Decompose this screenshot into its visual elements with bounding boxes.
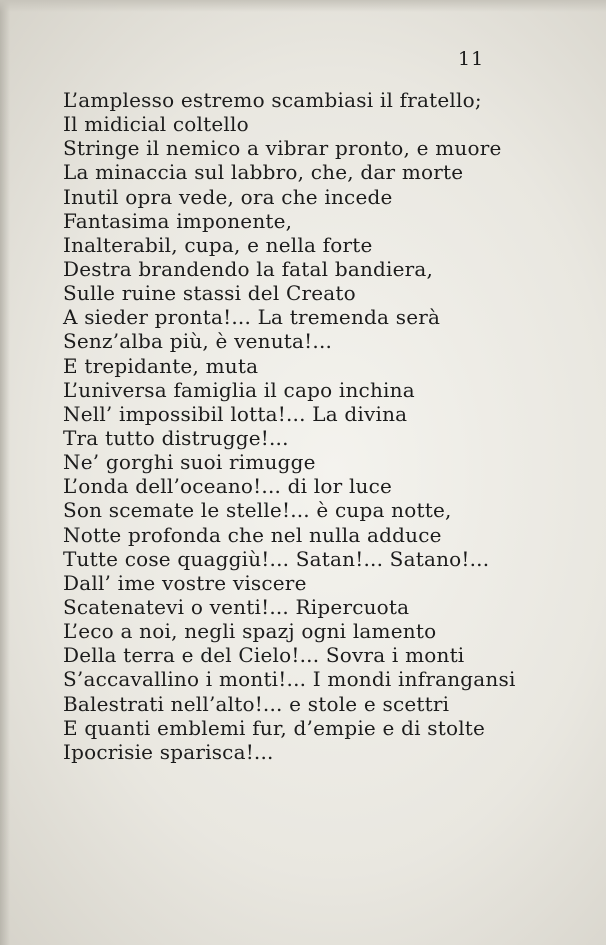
poem-line: Stringe il nemico a vibrar pronto, e muore	[63, 136, 502, 161]
poem-line: Il midicial coltello	[63, 112, 249, 137]
poem-line: E trepidante, muta	[63, 353, 259, 378]
poem-line: Ipocrisie sparisca!...	[63, 739, 274, 764]
poem-line: Tra tutto distrugge!...	[63, 425, 289, 450]
poem-line: Inutil opra vede, ora che incede	[63, 184, 393, 209]
poem-line: Inalterabil, cupa, e nella forte	[63, 232, 373, 257]
page-top-shadow	[0, 0, 606, 12]
poem-line: L’eco a noi, negli spazj ogni lamento	[63, 619, 437, 644]
poem-line: Notte profonda che nel nulla adduce	[63, 522, 442, 547]
poem-line: Fantasima imponente,	[63, 208, 293, 233]
poem-line: L’universa famiglia il capo inchina	[63, 377, 415, 402]
poem-line: Nell’ impossibil lotta!... La divina	[63, 401, 408, 426]
poem-line: E quanti emblemi fur, d’empie e di stolte	[63, 715, 486, 740]
poem-line: A sieder pronta!... La tremenda serà	[63, 305, 441, 330]
page-number: 11	[458, 48, 485, 70]
poem-line: Senz’alba più, è venuta!...	[63, 329, 333, 354]
poem-line: Sulle ruine stassi del Creato	[63, 281, 356, 306]
page-edge-shadow	[0, 0, 10, 945]
poem-line: Ne’ gorghi suoi rimugge	[63, 450, 316, 475]
poem-line: L’onda dell’oceano!... di lor luce	[63, 474, 393, 499]
poem-line: Della terra e del Cielo!... Sovra i monti	[63, 643, 465, 668]
poem-line: La minaccia sul labbro, che, dar morte	[63, 160, 464, 185]
poem-line: S’accavallino i monti!... I mondi infrangansi	[63, 667, 516, 692]
poem-line: Balestrati nell’alto!... e stole e scettri	[63, 691, 450, 716]
poem-line: Tutte cose quaggiù!... Satan!... Satano!...	[63, 546, 490, 571]
poem-line: L’amplesso estremo scambiasi il fratello;	[63, 88, 482, 112]
poem-line: Destra brandendo la fatal bandiera,	[63, 256, 434, 281]
poem-line: Scatenatevi o venti!... Ripercuota	[63, 594, 410, 619]
poem-line: Dall’ ime vostre viscere	[63, 570, 307, 595]
poem-line: Son scemate le stelle!... è cupa notte,	[63, 498, 452, 523]
poem-text	[63, 88, 533, 764]
